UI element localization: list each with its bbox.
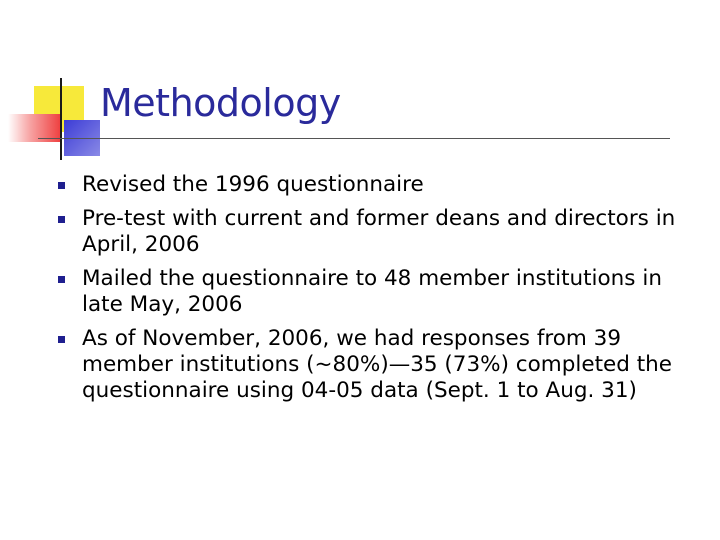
list-item: [58, 206, 678, 258]
slide-title: Methodology: [100, 81, 341, 125]
square-bullet-icon: [58, 336, 65, 343]
bullet-text: Mailed the questionnaire to 48 member institutions in late May, 2006: [82, 266, 662, 317]
logo-vertical-line: [60, 78, 62, 160]
bullet-text: Revised the 1996 questionnaire: [82, 172, 424, 197]
square-bullet-icon: [58, 216, 65, 223]
title-divider-line: [38, 138, 670, 139]
bullet-text: Pre-test with current and former deans and directors in April, 2006: [82, 206, 676, 257]
bullet-list: [58, 172, 678, 412]
list-item: [58, 266, 678, 318]
square-bullet-icon: [58, 276, 65, 283]
square-bullet-icon: [58, 182, 65, 189]
list-item: [58, 326, 678, 404]
list-item: [58, 172, 678, 198]
bullet-text: As of November, 2006, we had responses from 39 member institutions (~80%)—35 (73%) completed the questionnaire using 04-05 data (Sept. 1 to Aug. 31): [82, 326, 673, 403]
